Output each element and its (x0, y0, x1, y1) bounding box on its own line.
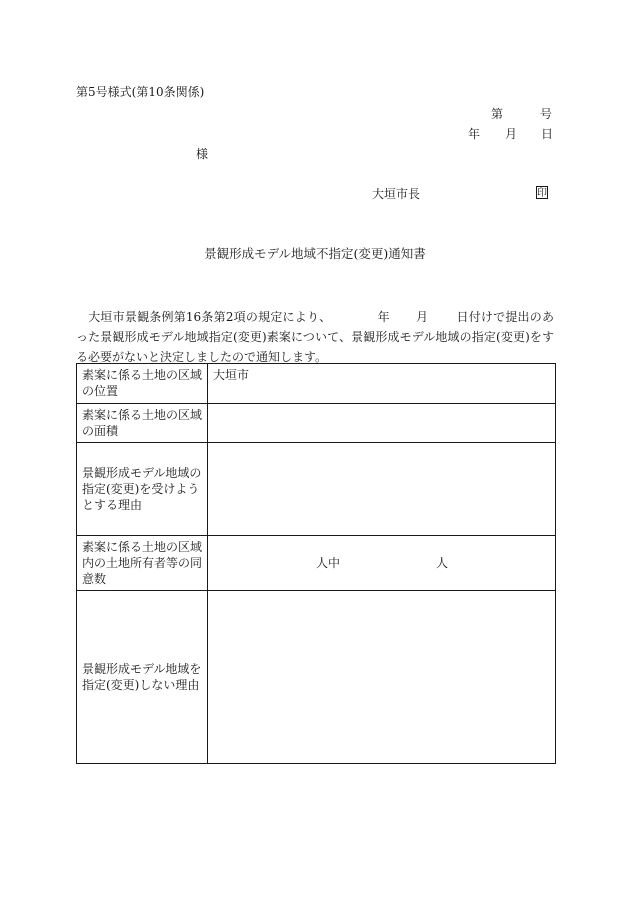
table-row (77, 443, 556, 536)
consent-persons-label: 人 (436, 556, 449, 570)
date-month-label: 月 (505, 127, 518, 141)
area-value (208, 404, 556, 443)
location-label: 素案に係る土地の区域の位置 (77, 364, 208, 404)
document-title: 景観形成モデル地域不指定(変更)通知書 (204, 246, 426, 261)
notice-details-table (76, 363, 556, 764)
non-designation-reason-value (208, 591, 556, 764)
addressee-honorific: 様 (196, 147, 209, 161)
date-year-label: 年 (468, 127, 481, 141)
location-value: 大垣市 (208, 364, 556, 404)
issuer-name: 大垣市長 (372, 187, 421, 201)
table-row (77, 364, 556, 404)
consent-count-value (208, 536, 556, 591)
designation-reason-label: 景観形成モデル地域の指定(変更)を受けようとする理由 (77, 443, 208, 536)
area-label: 素案に係る土地の区域の面積 (77, 404, 208, 443)
body-text-part1: 大垣市景観条例第16条第2項の規定により、 (88, 310, 332, 324)
table-row (77, 591, 556, 764)
table-row (77, 536, 556, 591)
body-month-label: 月 (415, 310, 429, 324)
consent-count-label: 素案に係る土地の区域内の土地所有者等の同意数 (77, 536, 208, 591)
seal-mark: 印 (537, 188, 547, 199)
form-number: 第5号様式(第10条関係) (76, 85, 205, 99)
non-designation-reason-label: 景観形成モデル地域を指定(変更)しない理由 (77, 591, 208, 764)
designation-reason-value (208, 443, 556, 536)
date-day-label: 日 (541, 127, 554, 141)
body-text-part2: 日付けで提出のあった景観形成モデル地域指定(変更)素案について、景観形成モデル地域の指定(変更)をする必要がないと決定しましたので通知します。 (76, 310, 554, 364)
document-number-suffix: 号 (540, 107, 553, 121)
notice-body (76, 307, 554, 367)
body-year-label: 年 (377, 310, 390, 324)
document-number-label: 第 (491, 107, 504, 121)
consent-out-of-label: 人中 (316, 556, 341, 570)
table-row (77, 404, 556, 443)
